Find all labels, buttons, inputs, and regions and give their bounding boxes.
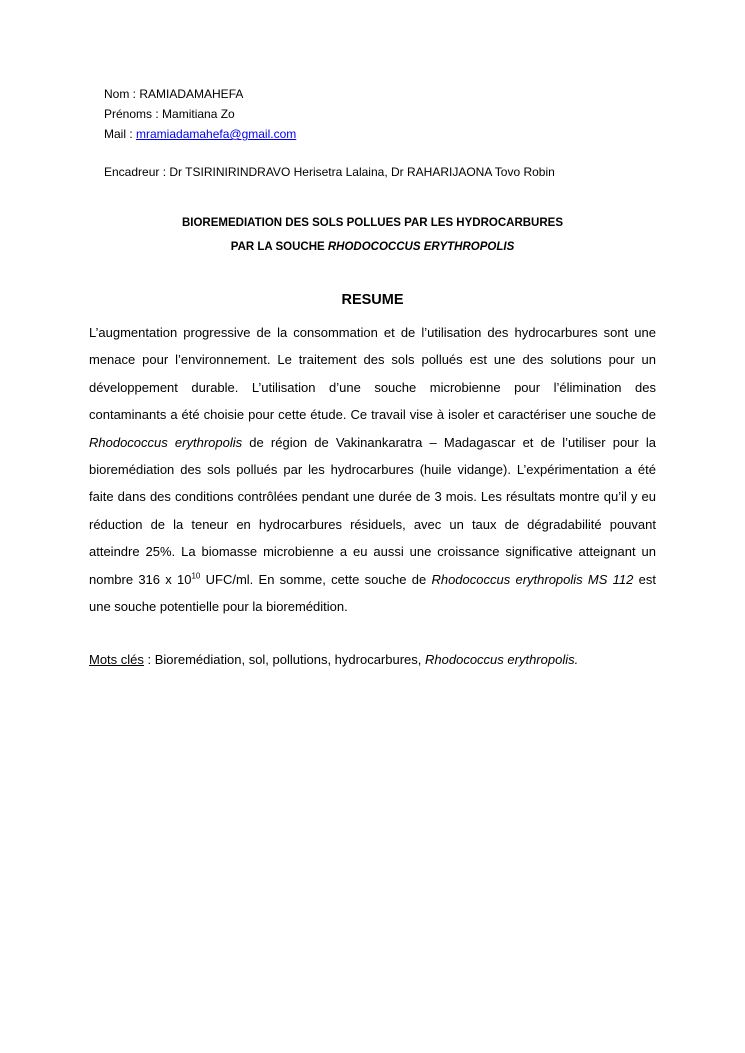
author-firstnames: Mamitiana Zo [162,107,235,121]
author-firstname-line [104,104,235,124]
encadreur-label: Encadreur : [104,165,170,179]
mail-label: Mail : [104,127,137,141]
nom-label: Nom : [104,87,140,101]
title-species: RHODOCOCCUS ERYTHROPOLIS [327,241,515,253]
prenoms-label: Prénoms : [104,107,163,121]
abstract-species2: Rhodococcus erythropolis MS 112 [431,571,634,587]
abstract-part4: est une souche potentielle pour la bioremédition. [89,571,656,615]
document-title-line1: BIOREMEDIATION DES SOLS POLLUES PAR LES HYDROCARBURES [181,217,564,229]
title-prefix: PAR LA SOUCHE [230,241,328,253]
resume-heading: RESUME [341,292,404,308]
keywords-line [89,649,578,671]
abstract-species1: Rhodococcus erythropolis [89,434,243,450]
supervisors: Dr TSIRINIRINDRAVO Herisetra Lalaina, Dr RAHARIJAONA Tovo Robin [169,165,555,179]
keywords-list: Bioremédiation, sol, pollutions, hydrocarbures, [154,652,426,667]
keywords-label: Mots clés [89,652,144,667]
abstract-part1: L’augmentation progressive de la consommation et de l’utilisation des hydrocarbures sont une menace pour l’environnement. Le traitement des sols pollués est une des solutions pour un développement durable. L’utilisation d’une souche microbienne pour l’élimination des contaminants a été choisie pour cette étude. Ce travail vise à isoler et caractériser une souche de [89,325,656,423]
keywords-species: Rhodococcus erythropolis. [425,652,579,667]
abstract-part3: UFC/ml. En somme, cette souche de [200,571,432,587]
author-surname: RAMIADAMAHEFA [139,87,244,101]
abstract-exponent: 10 [191,571,201,581]
abstract-part2: de région de Vakinankaratra – Madagascar et de l’utiliser pour la bioremédiation des sols pollués par les hydrocarbures (huile vidange). L’expérimentation a été faite dans des conditions contrôlées pendant une durée de 3 mois. Les résultats montre qu’il y eu réduction de la teneur en hydrocarbures résiduels, avec un taux de dégradabilité pouvant atteindre 25%. La biomasse microbienne a eu aussi une croissance significative atteignant un nombre 316 x 10 [89,434,657,587]
email-link[interactable]: mramiadamahefa@gmail.com [136,127,297,141]
supervisor-line [104,162,555,182]
author-name-line [104,84,243,104]
document-title-line2 [0,237,745,257]
abstract-paragraph [89,319,656,620]
keywords-separator: : [143,652,155,667]
author-mail-line [104,124,296,144]
